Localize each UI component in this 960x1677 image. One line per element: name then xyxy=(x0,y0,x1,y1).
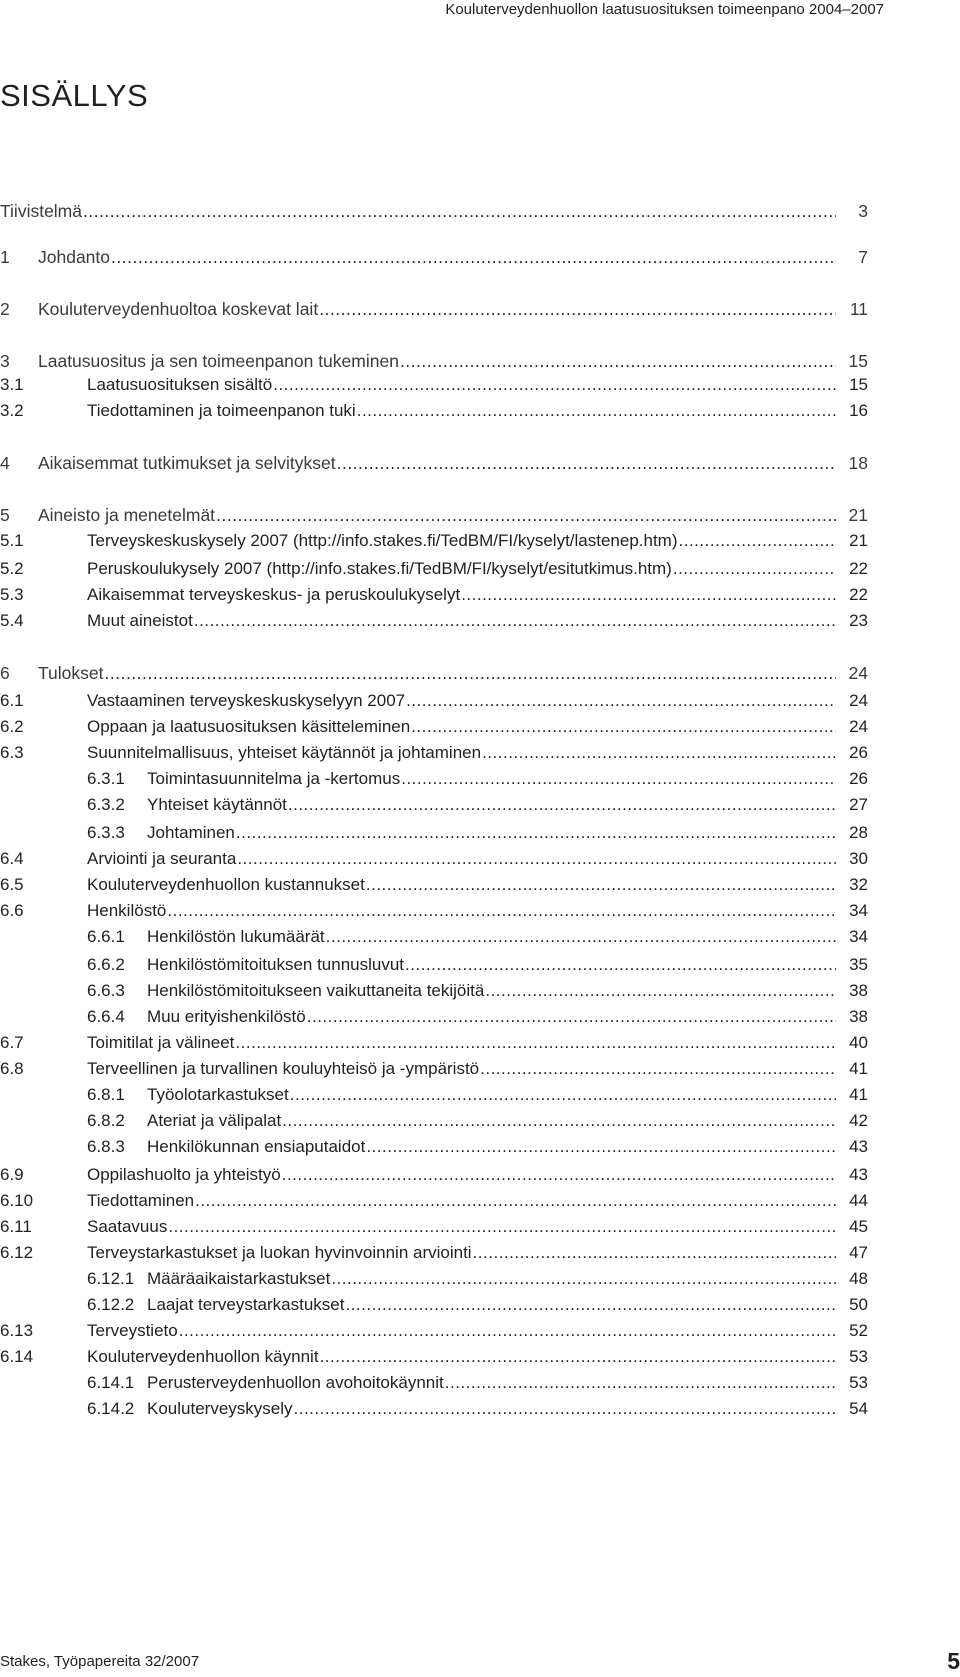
toc-entry-number: 6.10 xyxy=(0,1191,34,1210)
toc-entry-label: Kouluterveydenhuollon kustannukset xyxy=(87,875,365,894)
toc-entry xyxy=(0,1267,868,1291)
toc-entry-number: 3.1 xyxy=(0,375,24,394)
toc-entry-label: Ateriat ja välipalat xyxy=(147,1111,282,1130)
toc-leader-dots xyxy=(282,1109,836,1133)
toc-entry xyxy=(0,1241,868,1265)
toc-entry-page: 41 xyxy=(849,1059,868,1078)
toc-leader-dots xyxy=(480,1057,836,1081)
toc-entry xyxy=(0,1319,868,1343)
toc-entry-label: Aikaisemmat terveyskeskus- ja peruskoulukyselyt xyxy=(87,585,461,604)
toc-entry xyxy=(0,741,868,765)
toc-entry-number: 5.4 xyxy=(0,611,24,630)
toc-leader-dots xyxy=(319,297,836,321)
toc-entry-number: 6.8.3 xyxy=(87,1137,125,1156)
page-number: 5 xyxy=(947,1648,960,1674)
toc-entry xyxy=(0,451,868,475)
toc-entry-page: 24 xyxy=(849,691,868,710)
toc-entry-page: 26 xyxy=(849,743,868,762)
page-title: SISÄLLYS xyxy=(0,78,149,113)
toc-entry-number: 6.6.3 xyxy=(87,981,125,1000)
toc-leader-dots xyxy=(288,793,836,817)
toc-entry-label: Muut aineistot xyxy=(87,611,193,630)
toc-leader-dots xyxy=(195,1189,836,1213)
toc-leader-dots xyxy=(445,1371,836,1395)
toc-entry-page: 24 xyxy=(849,717,868,736)
toc-entry-number: 6.3 xyxy=(0,743,24,762)
toc-entry xyxy=(0,873,868,897)
toc-entry xyxy=(0,925,868,949)
toc-entry xyxy=(0,793,868,817)
toc-entry-number: 6.7 xyxy=(0,1033,24,1052)
toc-leader-dots xyxy=(400,349,836,373)
toc-entry-label: Yhteiset käytännöt xyxy=(147,795,287,814)
toc-entry-label: Peruskoulukysely 2007 (http://info.stakes.fi/TedBM/FI/kyselyt/esitutkimus.htm) xyxy=(87,559,672,578)
toc-entry-page: 42 xyxy=(849,1111,868,1130)
toc-entry-page: 45 xyxy=(849,1217,868,1236)
toc-leader-dots xyxy=(405,953,836,977)
toc-entry-number: 4 xyxy=(0,453,10,473)
toc-entry xyxy=(0,715,868,739)
toc-entry xyxy=(0,821,868,845)
toc-entry xyxy=(0,1057,868,1081)
toc-leader-dots xyxy=(235,1031,836,1055)
toc-entry-number: 6.8.2 xyxy=(87,1111,125,1130)
toc-entry-page: 34 xyxy=(849,901,868,920)
toc-entry-label: Henkilöstömitoituksen tunnusluvut xyxy=(147,955,405,974)
toc-entry-page: 44 xyxy=(849,1191,868,1210)
toc-entry-label: Laajat terveystarkastukset xyxy=(147,1295,345,1314)
toc-entry-label: Arviointi ja seuranta xyxy=(87,849,237,868)
toc-leader-dots xyxy=(105,661,837,685)
toc-leader-dots xyxy=(366,873,836,897)
toc-leader-dots xyxy=(673,557,836,581)
toc-entry-page: 15 xyxy=(848,351,868,371)
toc-entry xyxy=(0,609,868,633)
toc-entry xyxy=(0,349,868,373)
toc-leader-dots xyxy=(194,609,836,633)
toc-entry xyxy=(0,1189,868,1213)
toc-leader-dots xyxy=(179,1319,836,1343)
toc-entry-number: 6.14.1 xyxy=(87,1373,135,1392)
toc-entry-label: Saatavuus xyxy=(87,1217,168,1236)
toc-entry-label: Aikaisemmat tutkimukset ja selvitykset xyxy=(38,453,336,473)
toc-entry xyxy=(0,245,868,269)
toc-entry-page: 22 xyxy=(849,585,868,604)
toc-entry-number: 6.2 xyxy=(0,717,24,736)
toc-entry-number: 6.9 xyxy=(0,1165,24,1184)
toc-entry xyxy=(0,503,868,527)
toc-entry xyxy=(0,399,868,423)
toc-entry xyxy=(0,1109,868,1133)
toc-entry xyxy=(0,899,868,923)
toc-leader-dots xyxy=(111,245,836,269)
toc-leader-dots xyxy=(337,451,836,475)
toc-entry xyxy=(0,767,868,791)
toc-entry-page: 23 xyxy=(849,611,868,630)
toc-entry xyxy=(0,847,868,871)
toc-leader-dots xyxy=(168,1215,836,1239)
toc-entry-label: Muu erityishenkilöstö xyxy=(147,1007,306,1026)
toc-entry-number: 6.12.1 xyxy=(87,1269,135,1288)
toc-entry-label: Terveystieto xyxy=(87,1321,178,1340)
toc-leader-dots xyxy=(320,1345,836,1369)
toc-entry-page: 34 xyxy=(849,927,868,946)
toc-entry-label: Tiivistelmä xyxy=(0,201,82,221)
toc-entry xyxy=(0,373,868,397)
toc-entry-page: 48 xyxy=(849,1269,868,1288)
toc-entry xyxy=(0,297,868,321)
toc-leader-dots xyxy=(83,199,836,223)
toc-leader-dots xyxy=(331,1267,836,1291)
toc-entry-page: 47 xyxy=(849,1243,868,1262)
toc-entry xyxy=(0,689,868,713)
toc-entry-label: Henkilöstömitoitukseen vaikuttaneita tekijöitä xyxy=(147,981,485,1000)
toc-entry-number: 1 xyxy=(0,247,10,267)
toc-leader-dots xyxy=(401,767,836,791)
toc-entry-number: 6 xyxy=(0,663,10,683)
toc-entry-page: 32 xyxy=(849,875,868,894)
toc-entry-page: 27 xyxy=(849,795,868,814)
toc-entry-page: 24 xyxy=(848,663,868,683)
toc-entry-number: 5.1 xyxy=(0,531,24,550)
toc-entry-label: Oppilashuolto ja yhteistyö xyxy=(87,1165,281,1184)
toc-entry xyxy=(0,953,868,977)
toc-leader-dots xyxy=(273,373,836,397)
toc-entry-page: 21 xyxy=(848,505,868,525)
toc-entry-label: Henkilökunnan ensiaputaidot xyxy=(147,1137,366,1156)
toc-entry xyxy=(0,583,868,607)
toc-entry-page: 50 xyxy=(849,1295,868,1314)
toc-entry-number: 6.4 xyxy=(0,849,24,868)
toc-entry-label: Määräaikaistarkastukset xyxy=(147,1269,331,1288)
toc-leader-dots xyxy=(406,689,836,713)
toc-entry-label: Tiedottaminen xyxy=(87,1191,195,1210)
toc-entry-number: 6.6.4 xyxy=(87,1007,125,1026)
toc-entry-label: Perusterveydenhuollon avohoitokäynnit xyxy=(147,1373,444,1392)
toc-entry-number: 5.3 xyxy=(0,585,24,604)
toc-leader-dots xyxy=(485,979,836,1003)
toc-entry xyxy=(0,1397,868,1421)
toc-entry-page: 15 xyxy=(849,375,868,394)
toc-entry-label: Johdanto xyxy=(38,247,111,267)
toc-entry-label: Oppaan ja laatusuosituksen käsitteleminen xyxy=(87,717,411,736)
toc-entry-label: Toimintasuunnitelma ja -kertomus xyxy=(147,769,401,788)
toc-entry-page: 21 xyxy=(849,531,868,550)
toc-leader-dots xyxy=(282,1163,836,1187)
toc-entry-page: 54 xyxy=(849,1399,868,1418)
toc-leader-dots xyxy=(237,847,836,871)
toc-entry-label: Kouluterveyskysely xyxy=(147,1399,293,1418)
toc-leader-dots xyxy=(294,1397,836,1421)
toc-entry xyxy=(0,979,868,1003)
toc-entry-page: 22 xyxy=(849,559,868,578)
toc-entry-number: 6.1 xyxy=(0,691,24,710)
toc-entry xyxy=(0,1293,868,1317)
toc-entry-number: 5.2 xyxy=(0,559,24,578)
toc-leader-dots xyxy=(679,529,836,553)
toc-entry xyxy=(0,199,868,223)
toc-entry-number: 2 xyxy=(0,299,10,319)
toc-entry-page: 41 xyxy=(849,1085,868,1104)
toc-entry xyxy=(0,529,868,553)
toc-entry-label: Vastaaminen terveyskeskuskyselyyn 2007 xyxy=(87,691,406,710)
running-header: Kouluterveydenhuollon laatusuosituksen toimeenpano 2004–2007 xyxy=(445,1,884,18)
toc-entry-label: Henkilöstö xyxy=(87,901,167,920)
toc-entry-label: Toimitilat ja välineet xyxy=(87,1033,235,1052)
toc-entry xyxy=(0,1005,868,1029)
toc-entry-label: Kouluterveydenhuoltoa koskevat lait xyxy=(38,299,319,319)
toc-entry-label: Tulokset xyxy=(38,663,104,683)
toc-leader-dots xyxy=(461,583,836,607)
toc-entry-number: 6.3.3 xyxy=(87,823,125,842)
toc-entry-label: Aineisto ja menetelmät xyxy=(38,505,216,525)
toc-entry-number: 6.12.2 xyxy=(87,1295,135,1314)
toc-entry-number: 6.8.1 xyxy=(87,1085,125,1104)
toc-entry-number: 6.14.2 xyxy=(87,1399,135,1418)
toc-entry-number: 3.2 xyxy=(0,401,24,420)
toc-entry xyxy=(0,1163,868,1187)
toc-entry xyxy=(0,1083,868,1107)
toc-entry-page: 26 xyxy=(849,769,868,788)
toc-entry-page: 16 xyxy=(849,401,868,420)
toc-entry-number: 6.6 xyxy=(0,901,24,920)
toc-entry-number: 6.3.1 xyxy=(87,769,125,788)
toc-entry-page: 38 xyxy=(849,981,868,1000)
toc-entry-page: 30 xyxy=(849,849,868,868)
toc-entry-label: Terveellinen ja turvallinen kouluyhteisö ja -ympäristö xyxy=(87,1059,480,1078)
toc-leader-dots xyxy=(216,503,836,527)
toc-leader-dots xyxy=(366,1135,836,1159)
toc-entry-page: 38 xyxy=(849,1007,868,1026)
toc-entry xyxy=(0,1371,868,1395)
toc-entry-page: 40 xyxy=(849,1033,868,1052)
toc-entry-label: Tiedottaminen ja toimeenpanon tuki xyxy=(87,401,356,420)
toc-entry xyxy=(0,661,868,685)
toc-leader-dots xyxy=(326,925,836,949)
toc-entry-page: 35 xyxy=(849,955,868,974)
toc-entry xyxy=(0,557,868,581)
toc-entry-number: 6.6.1 xyxy=(87,927,125,946)
toc-entry-number: 6.5 xyxy=(0,875,24,894)
toc-leader-dots xyxy=(167,899,836,923)
toc-leader-dots xyxy=(482,741,836,765)
toc-entry-label: Terveyskeskuskysely 2007 (http://info.stakes.fi/TedBM/FI/kyselyt/lastenep.htm) xyxy=(87,531,678,550)
toc-entry-label: Laatusuosituksen sisältö xyxy=(87,375,273,394)
toc-entry-number: 6.3.2 xyxy=(87,795,125,814)
toc-entry-page: 7 xyxy=(858,247,868,267)
toc-entry-label: Työolotarkastukset xyxy=(147,1085,289,1104)
toc-entry-number: 6.8 xyxy=(0,1059,24,1078)
toc-entry-page: 43 xyxy=(849,1137,868,1156)
toc-leader-dots xyxy=(236,821,836,845)
toc-entry-page: 53 xyxy=(849,1373,868,1392)
toc-entry-number: 5 xyxy=(0,505,10,525)
toc-entry-label: Terveystarkastukset ja luokan hyvinvoinnin arviointi xyxy=(87,1243,472,1262)
toc-entry-page: 11 xyxy=(849,299,868,319)
toc-entry-page: 52 xyxy=(849,1321,868,1340)
toc-entry xyxy=(0,1215,868,1239)
toc-entry-label: Johtaminen xyxy=(147,823,235,842)
toc-leader-dots xyxy=(473,1241,836,1265)
toc-entry-number: 6.12 xyxy=(0,1243,34,1262)
toc-leader-dots xyxy=(345,1293,836,1317)
toc-entry-number: 6.6.2 xyxy=(87,955,125,974)
toc-entry-label: Laatusuositus ja sen toimeenpanon tukeminen xyxy=(38,351,399,371)
toc-entry-label: Henkilöstön lukumäärät xyxy=(147,927,325,946)
toc-entry xyxy=(0,1135,868,1159)
toc-entry xyxy=(0,1345,868,1369)
toc-entry-number: 6.11 xyxy=(0,1217,32,1236)
toc-entry-page: 53 xyxy=(849,1347,868,1366)
toc-entry-page: 43 xyxy=(849,1165,868,1184)
toc-entry xyxy=(0,1031,868,1055)
toc-entry-number: 3 xyxy=(0,351,10,371)
toc-entry-page: 28 xyxy=(849,823,868,842)
toc-entry-number: 6.13 xyxy=(0,1321,34,1340)
toc-entry-number: 6.14 xyxy=(0,1347,34,1366)
toc-entry-label: Suunnitelmallisuus, yhteiset käytännöt ja johtaminen xyxy=(87,743,482,762)
toc-leader-dots xyxy=(290,1083,836,1107)
toc-leader-dots xyxy=(307,1005,836,1029)
footer-publisher: Stakes, Työpapereita 32/2007 xyxy=(0,1653,200,1670)
toc-entry-label: Kouluterveydenhuollon käynnit xyxy=(87,1347,319,1366)
toc-entry-page: 3 xyxy=(858,201,868,221)
toc-entry-page: 18 xyxy=(848,453,868,473)
toc-leader-dots xyxy=(411,715,836,739)
toc-leader-dots xyxy=(357,399,836,423)
